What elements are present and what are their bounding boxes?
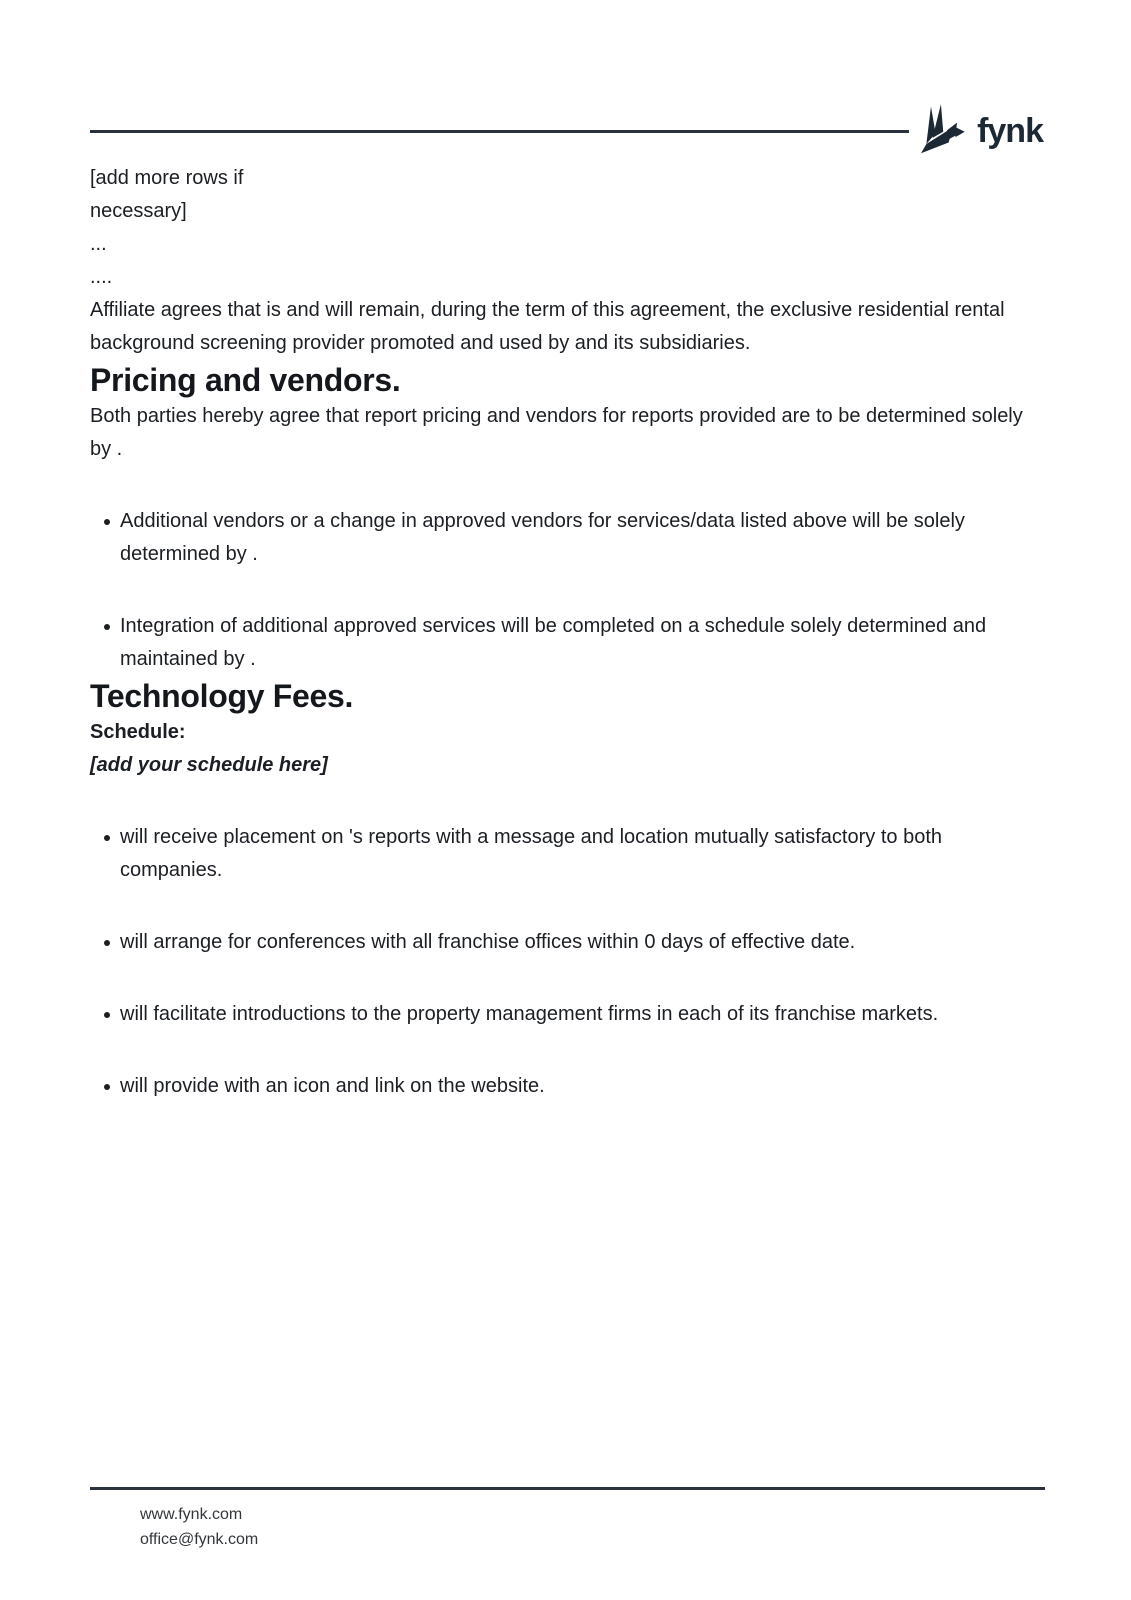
website-link[interactable]: www.fynk.com xyxy=(140,1506,243,1523)
row-placeholder-2: .... xyxy=(90,266,113,288)
bullet-item: will receive placement on 's reports with a message and location mutually satisfactory to both companies. xyxy=(90,821,1041,887)
add-rows-note: [add more rows if necessary] xyxy=(90,167,244,222)
pricing-bullet-list xyxy=(90,505,1041,676)
document-body xyxy=(90,0,1041,1103)
fynk-wordmark: fynk xyxy=(977,112,1043,150)
bullet-item: Integration of additional approved services will be completed on a schedule solely determined and maintained by . xyxy=(90,610,1041,676)
document-footer xyxy=(90,1487,1045,1552)
schedule-placeholder: [add your schedule here] xyxy=(90,754,328,776)
pricing-intro-paragraph: Both parties hereby agree that report pricing and vendors for reports provided are to be determined solely by . xyxy=(90,405,1023,460)
bullet-item: will provide with an icon and link on the website. xyxy=(90,1070,1041,1103)
affiliate-paragraph: Affiliate agrees that is and will remain, during the term of this agreement, the exclusive residential rental background screening provider promoted and used by and its subsidiaries. xyxy=(90,299,1005,354)
section-title-pricing: Pricing and vendors. xyxy=(90,362,401,398)
section-title-technology: Technology Fees. xyxy=(90,678,354,714)
schedule-label: Schedule: xyxy=(90,721,186,743)
row-placeholder-1: ... xyxy=(90,233,107,255)
bullet-item: will arrange for conferences with all franchise offices within 0 days of effective date. xyxy=(90,926,1041,959)
email-link[interactable]: office@fynk.com xyxy=(140,1531,259,1548)
bullet-item: Additional vendors or a change in approved vendors for services/data listed above will be solely determined by . xyxy=(90,505,1041,571)
technology-bullet-list xyxy=(90,821,1041,1103)
bullet-item: will facilitate introductions to the property management firms in each of its franchise markets. xyxy=(90,998,1041,1031)
